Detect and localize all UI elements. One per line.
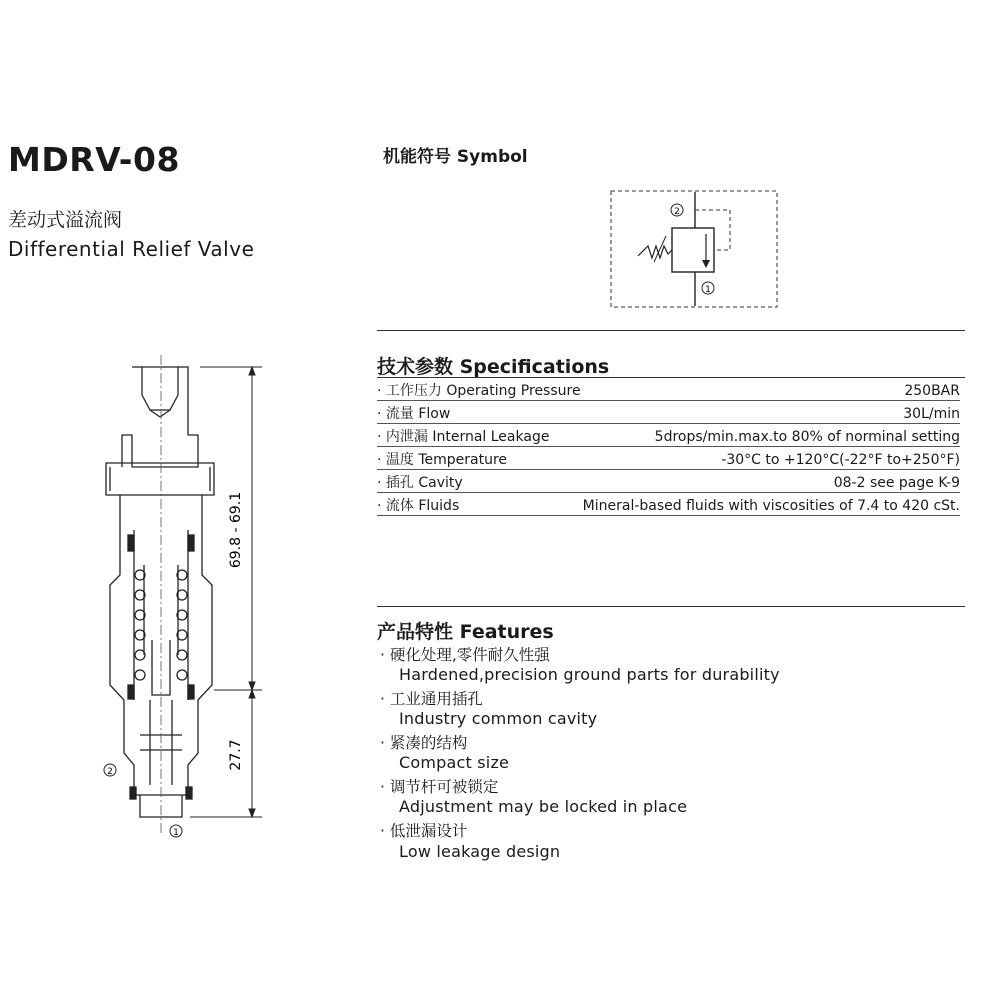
- model-title: MDRV-08: [8, 140, 180, 179]
- spec-value: -30°C to +120°C(-22°F to+250°F): [721, 452, 960, 468]
- o-ring-seal: [128, 535, 134, 551]
- spec-label: · 温度 Temperature: [377, 452, 508, 468]
- valve-cross-section-drawing: [90, 355, 290, 845]
- specifications-title: 技术参数 Specifications: [377, 356, 610, 378]
- feature-cn: · 调节杆可被锁定: [380, 778, 499, 796]
- lock-nut: [106, 463, 214, 495]
- o-ring-seal: [130, 787, 136, 799]
- feature-en: Low leakage design: [399, 842, 561, 861]
- section-divider: [377, 606, 965, 607]
- feature-cn: · 硬化处理,零件耐久性强: [380, 646, 550, 664]
- hydraulic-symbol-diagram: [610, 190, 778, 308]
- port-1-label: 1: [705, 285, 711, 295]
- symbol-title: 机能符号 Symbol: [383, 147, 528, 167]
- features-title: 产品特性 Features: [377, 621, 554, 643]
- dimension-upper-label: 69.8 - 69.1: [228, 491, 244, 569]
- spec-label: · 插孔 Cavity: [377, 475, 463, 491]
- spec-value: 5drops/min.max.to 80% of norminal setting: [654, 429, 960, 445]
- spec-row-leakage: [377, 424, 960, 447]
- spec-value: Mineral-based fluids with viscosities of 7.4 to 420 cSt.: [582, 498, 960, 514]
- product-name-en: Differential Relief Valve: [8, 237, 255, 261]
- spec-value: 30L/min: [903, 406, 960, 422]
- spec-label: · 流量 Flow: [377, 406, 451, 422]
- spec-row-fluids: [377, 493, 960, 516]
- spec-label: · 流体 Fluids: [377, 498, 460, 514]
- feature-en: Industry common cavity: [399, 709, 598, 728]
- feature-cn: · 工业通用插孔: [380, 690, 483, 708]
- spec-label: · 内泄漏 Internal Leakage: [377, 429, 550, 445]
- feature-en: Adjustment may be locked in place: [399, 797, 688, 816]
- feature-en: Hardened,precision ground parts for durability: [399, 665, 780, 684]
- feature-cn: · 紧凑的结构: [380, 734, 468, 752]
- spec-row-cavity: [377, 470, 960, 493]
- section-divider: [377, 330, 965, 331]
- dimension-lower-label: 27.7: [228, 739, 244, 771]
- spec-row-pressure: [377, 378, 960, 401]
- spec-row-flow: [377, 401, 960, 424]
- spring-icon: [638, 246, 672, 258]
- port-2-label: 2: [107, 767, 113, 777]
- spec-row-temperature: [377, 447, 960, 470]
- o-ring-seal: [186, 787, 192, 799]
- valve-envelope: [672, 228, 714, 272]
- feature-en: Compact size: [399, 753, 510, 772]
- o-ring-seal: [188, 535, 194, 551]
- feature-cn: · 低泄漏设计: [380, 822, 468, 840]
- spec-value: 08-2 see page K-9: [833, 475, 960, 491]
- o-ring-seal: [128, 685, 134, 699]
- spec-value: 250BAR: [904, 383, 960, 399]
- o-ring-seal: [188, 685, 194, 699]
- port-1-label: 1: [173, 828, 179, 838]
- port-2-label: 2: [674, 207, 680, 217]
- product-name-cn: 差动式溢流阀: [8, 209, 123, 231]
- spec-label: · 工作压力 Operating Pressure: [377, 383, 581, 399]
- hex-socket: [142, 367, 178, 410]
